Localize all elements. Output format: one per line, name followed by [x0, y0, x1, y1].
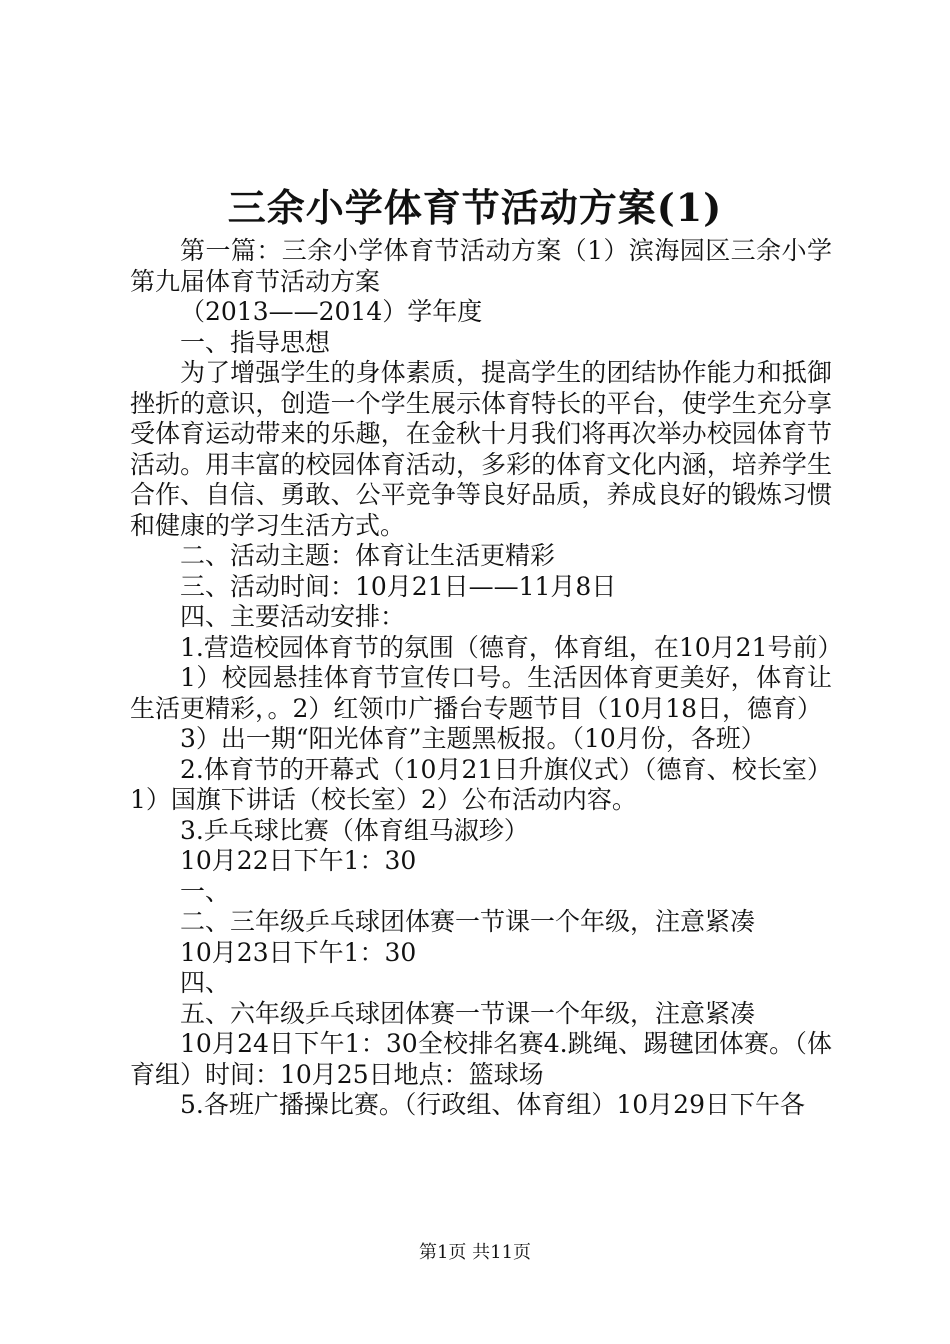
paragraph: 第一篇：三余小学体育节活动方案（1）滨海园区三余小学第九届体育节活动方案	[130, 236, 832, 296]
paragraph: 一、	[180, 876, 231, 906]
paragraph: 四、	[180, 968, 231, 997]
document-body	[130, 236, 843, 1121]
list-item: 1）校园悬挂体育节宣传口号。生活因体育更美好，体育让生活更精彩，。2）红领巾广播台专题节目（10月18日，德育）	[130, 663, 832, 723]
paragraph: 10月24日下午1：30全校排名赛4.跳绳、踢毽团体赛。（体育组）时间：10月25日地点：篮球场	[130, 1029, 832, 1089]
section-heading: 一、指导思想	[180, 327, 331, 357]
list-item: 3.乒乓球比赛（体育组马淑珍）	[180, 815, 529, 845]
list-item: 2.体育节的开幕式（10月21日升旗仪式）（德育、校长室）1）国旗下讲话（校长室）2）公布活动内容。	[130, 754, 832, 814]
section-heading: 二、活动主题：体育让生活更精彩	[180, 541, 556, 570]
paragraph: （2013——2014）学年度	[180, 297, 483, 326]
paragraph: 为了增强学生的身体素质，提高学生的团结协作能力和抵御挫折的意识，创造一个学生展示体育特长的平台，使学生充分享受体育运动带来的乐趣，在金秋十月我们将再次举办校园体育节活动。用丰富的校园体育活动，多彩的体育文化内涵，培养学生合作、自信、勇敢、公平竞争等良好品质，养成良好的锻炼习惯和健康的学习生活方式。	[130, 358, 832, 540]
paragraph: 二、三年级乒乓球团体赛一节课一个年级，注意紧凑	[180, 907, 756, 936]
page-number-footer: 第1页 共11页	[418, 1242, 532, 1263]
paragraph: 5.各班广播操比赛。（行政组、体育组）10月29日下午各	[180, 1090, 805, 1119]
paragraph: 五、六年级乒乓球团体赛一节课一个年级，注意紧凑	[180, 998, 756, 1028]
section-heading: 三、活动时间：10月21日——11月8日	[180, 571, 617, 601]
list-item: 1.营造校园体育节的氛围（德育，体育组，在10月21号前）	[180, 632, 843, 662]
document-title: 三余小学体育节活动方案(1)	[227, 185, 723, 230]
paragraph: 10月23日下午1：30	[180, 937, 417, 967]
section-heading: 四、主要活动安排：	[180, 602, 406, 631]
list-item: 3）出一期“阳光体育”主题黑板报。（10月份，各班）	[180, 724, 766, 753]
paragraph: 10月22日下午1：30	[180, 846, 417, 875]
